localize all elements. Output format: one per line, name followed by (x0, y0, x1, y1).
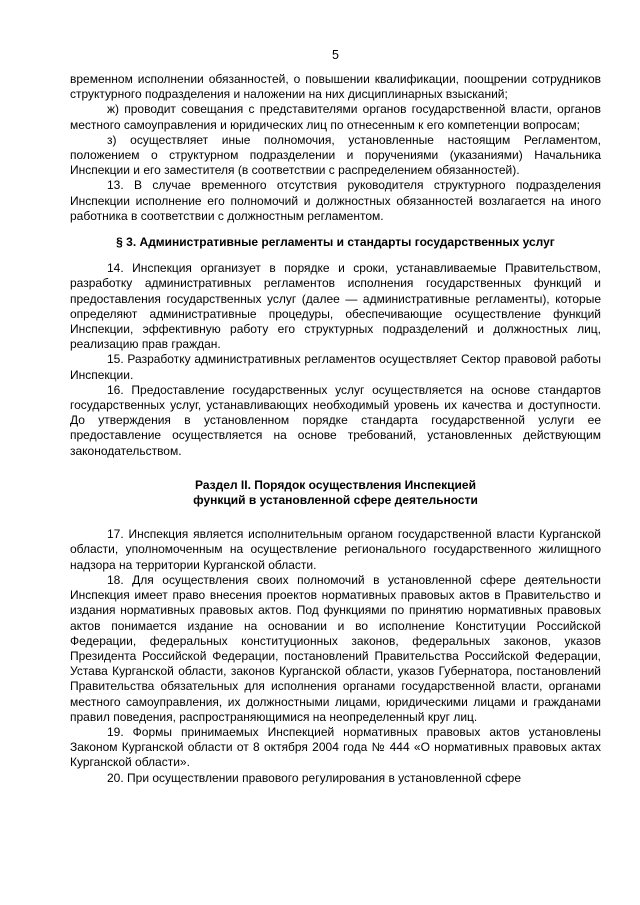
paragraph-14: 14. Инспекция организует в порядке и сроки, устанавливаемые Правительством, разработку административных регламентов исполнения государственных функций и предоставления государственных услуг (далее — административные регламенты), которые определяют административные процедуры, обеспечивающие осуществление функций Инспекции, эффективную работу его структурных подразделений и должностных лиц, реализацию прав граждан. (70, 261, 601, 352)
page-number: 5 (332, 48, 339, 62)
document-page (70, 48, 601, 786)
paragraph-item-zh: ж) проводит совещания с представителями органов государственной власти, органов местного самоуправления и юридических лиц по отнесенным к его компетенции вопросам; (70, 102, 601, 132)
paragraph-17: 17. Инспекция является исполнительным органом государственной власти Курганской области, уполномоченным на осуществление регионального государственного жилищного надзора на территории Курганской области. (70, 527, 601, 572)
paragraph-18: 18. Для осуществления своих полномочий в установленной сфере деятельности Инспекция имеет право внесения проектов нормативных правовых актов в Правительство и издания нормативных правовых актов. Под функциями по принятию нормативных правовых актов понимается издание на основании и во исполнение Конституции Российской Федерации, федеральных конституционных законов, федеральных законов, указов Президента Российской Федерации, постановлений Правительства Российской Федерации, Устава Курганской области, законов Курганской области, указов Губернатора, постановлений Правительства обязательных для исполнения органами государственной власти, органами местного самоуправления, их должностными лицами, юридическими лицами и гражданами правил поведения, распространяющимися на неопределенный круг лиц. (70, 572, 601, 724)
paragraph-16: 16. Предоставление государственных услуг осуществляется на основе стандартов государственных услуг, устанавливающих необходимый уровень их качества и доступности. До утверждения в установленном порядке стандарта государственной услуги ее предоставление осуществляется на основе требований, установленных действующим законодательством. (70, 382, 601, 458)
paragraph-item-z: з) осуществляет иные полномочия, установленные настоящим Регламентом, положением о структурном подразделении и поручениями (указаниями) Начальника Инспекции и его заместителя (в соответствии с распределением обязанностей). (70, 132, 601, 178)
paragraph-19: 19. Формы принимаемых Инспекцией нормативных правовых актов установлены Законом Курганской области от 8 октября 2004 года № 444 «О нормативных правовых актах Курганской области». (70, 724, 601, 770)
paragraph-15: 15. Разработку административных регламентов осуществляет Сектор правовой работы Инспекции. (70, 352, 601, 382)
part-2-heading-line-2: функций в установленной сфере деятельности (193, 493, 478, 508)
section-3-heading: § 3. Административные регламенты и стандарты государственных услуг (116, 235, 555, 250)
paragraph-continuation: временном исполнении обязанностей, о повышении квалификации, поощрении сотрудников структурного подразделения и наложении на них дисциплинарных взысканий; (70, 72, 601, 102)
paragraph-13: 13. В случае временного отсутствия руководителя структурного подразделения Инспекции исполнение его полномочий и должностных обязанностей возлагается на иного работника в соответствии с должностным регламентом. (70, 178, 601, 223)
paragraph-20: 20. При осуществлении правового регулирования в установленной сфере (107, 770, 522, 785)
part-2-heading-line-1: Раздел II. Порядок осуществления Инспекцией (195, 477, 476, 492)
